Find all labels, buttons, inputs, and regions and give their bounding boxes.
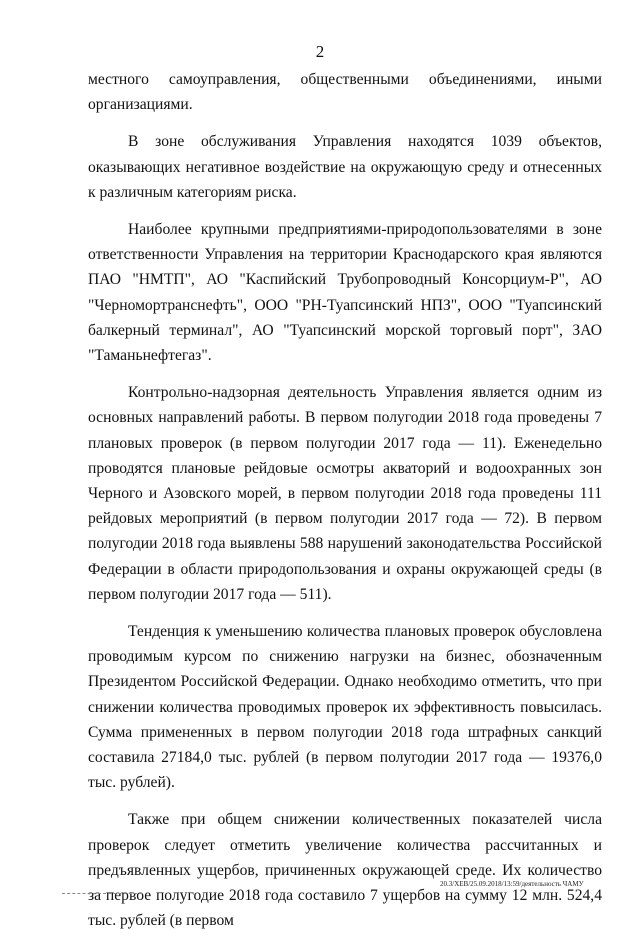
paragraph-major-enterprises: Наиболее крупными предприятиями-природопользователями в зоне ответственности Управления на территории Краснодарского края являются ПАО "НМТП", АО "Каспийский Трубопроводный Консорциум-Р", АО "Черномортранснефть", ООО "РН-Туапсинский НПЗ", ООО "Туапсинский балкерный терминал", АО "Туапсинский морской торговый порт", ЗАО "Таманьнефтегаз". — [88, 221, 602, 365]
document-body — [88, 67, 602, 946]
paragraph-trend: Тенденция к уменьшению количества плановых проверок обусловлена проводимым курсом по снижению нагрузки на бизнес, обозначенным Президентом Российской Федерации. Однако необходимо отметить, что при снижении количества проводимых проверок их эффективность повысилась. Сумма примененных в первом полугодии 2018 года штрафных санкций составила 27184,0 тыс. рублей (в первом полугодии 2017 года — 19376,0 тыс. рублей). — [88, 623, 602, 792]
page-number: 2 — [315, 42, 325, 61]
paragraph-damages: Также при общем снижении количественных показателей числа проверок следует отметить увеличение количества рассчитанных и предъявленных ущербов, причиненных окружающей среде. Их количество за первое полугодие 2018 года составило 7 ущербов на сумму 12 млн. 524,4 тыс. рублей (в первом — [88, 811, 602, 930]
paragraph-inspections: Контрольно-надзорная деятельность Управления является одним из основных направлений работы. В первом полугодии 2018 года проведены 7 плановых проверок (в первом полугодии 2017 года — 11). Еженедельно проводятся плановые рейдовые осмотры акваторий и водоохранных зон Черного и Азовского морей, в первом полугодии 2018 года проведены 111 рейдовых мероприятий (в первом полугодии 2017 года — 72). В первом полугодии 2018 года выявлены 588 нарушений законодательства Российской Федерации в области природопользования и охраны окружающей среды (в первом полугодии 2017 года — 511). — [88, 384, 602, 603]
document-footer-code: 20.3/ХЕВ/25.09.2018/13:59/деятельность ЧАМУ — [440, 880, 584, 888]
paragraph-continuation: местного самоуправления, общественными объединениями, иными организациями. — [88, 71, 602, 114]
paragraph-objects-count: В зоне обслуживания Управления находятся 1039 объектов, оказывающих негативное воздействие на окружающую среду и отнесенных к различным категориям риска. — [88, 133, 602, 201]
scan-artifact-line — [62, 893, 142, 895]
